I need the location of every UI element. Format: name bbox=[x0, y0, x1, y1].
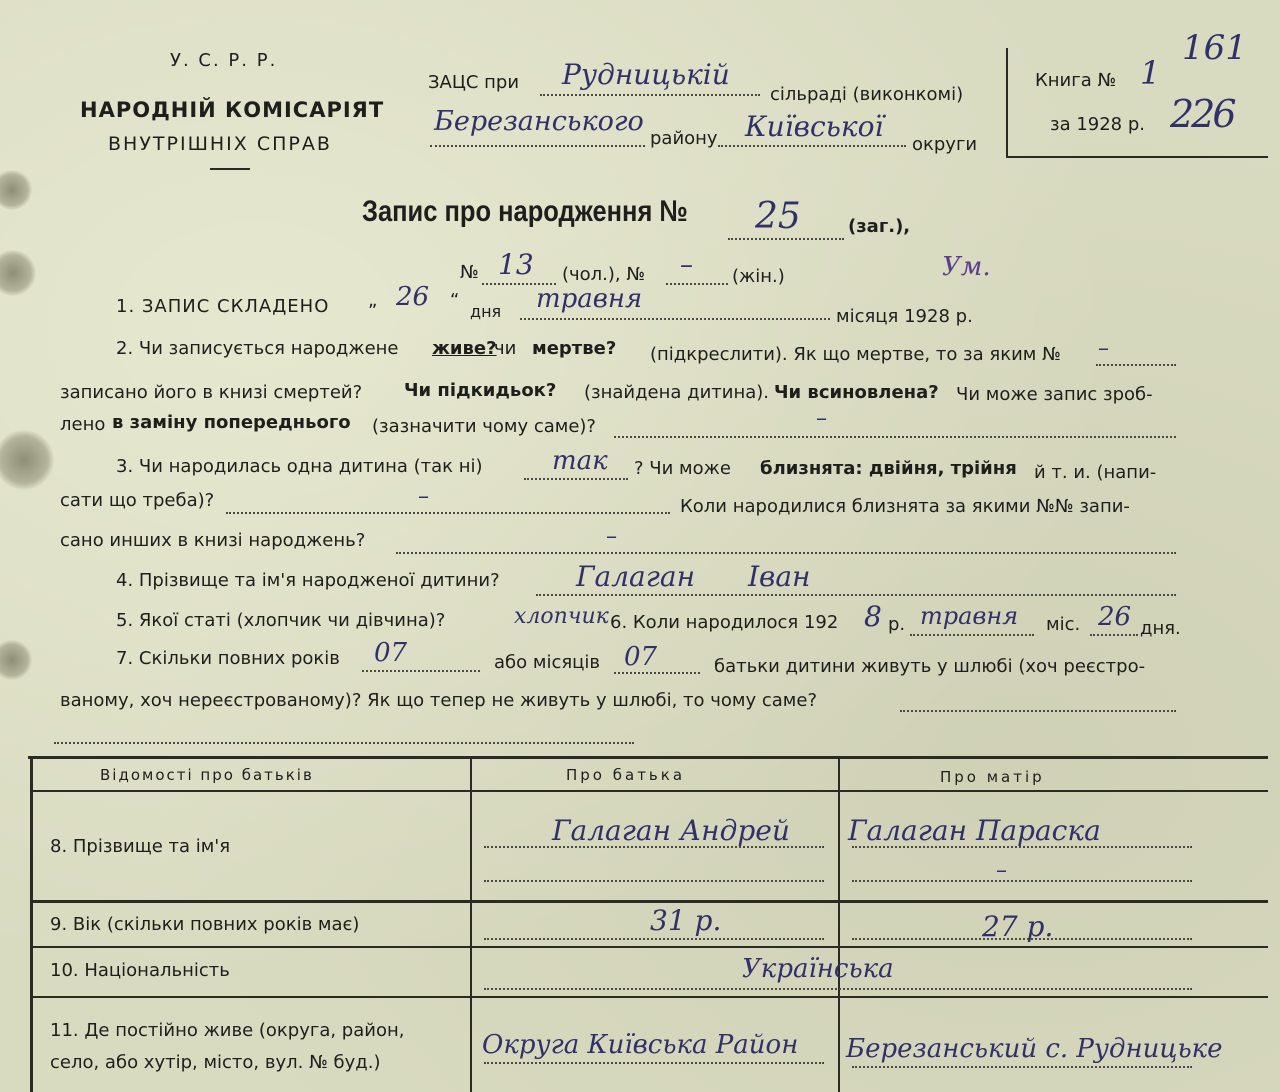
year-label: за 1928 р. bbox=[1050, 114, 1146, 135]
ussr-header: У. С. Р. Р. bbox=[170, 50, 278, 71]
district-label: району bbox=[650, 128, 718, 149]
q5-sex-handwritten: хлопчик bbox=[514, 604, 609, 629]
district-handwritten: Березанського bbox=[434, 106, 644, 137]
corner-number-handwritten: 161 bbox=[1182, 28, 1247, 68]
village-council-label: сільраді (виконкомі) bbox=[770, 84, 964, 105]
q3-line2-b: Коли народилися близнята за якими №№ запи- bbox=[680, 496, 1130, 517]
q6-month-handwritten: травня bbox=[920, 602, 1019, 630]
row10-nationality-handwritten: Українська bbox=[742, 954, 894, 984]
q6-year-handwritten: 8 bbox=[864, 600, 882, 633]
q4-surname-handwritten: Галаган bbox=[576, 560, 696, 593]
q3-single-handwritten: так bbox=[552, 446, 608, 476]
row11-label-line2: село, або хутір, місто, вул. № буд.) bbox=[50, 1052, 381, 1073]
q2-line1-a: 2. Чи записується народжене bbox=[116, 338, 399, 359]
q3-line1-b: ? Чи може bbox=[634, 458, 731, 479]
q4-label: 4. Прізвище та ім'я народженої дитини? bbox=[116, 570, 500, 591]
record-title-suffix: (заг.), bbox=[848, 216, 911, 237]
q7-line1-a: 7. Скільки повних років bbox=[116, 648, 340, 669]
row9-father-handwritten: 31 р. bbox=[650, 904, 722, 937]
okrug-handwritten: Київської bbox=[745, 110, 884, 143]
q2-foundling: Чи підкидьок? bbox=[404, 380, 557, 401]
commissariat-header: НАРОДНІЙ КОМІСАРІЯТ bbox=[80, 98, 385, 122]
q7-years-handwritten: 07 bbox=[374, 638, 408, 668]
female-number-handwritten: – bbox=[680, 250, 693, 280]
punch-hole bbox=[0, 250, 36, 296]
row9-label: 9. Вік (скільки повних років має) bbox=[50, 914, 360, 935]
q7-months-handwritten: 07 bbox=[624, 642, 658, 672]
row8-father-handwritten: Галаган Андрей bbox=[552, 814, 790, 847]
q2-line1-e: (підкреслити). Як що мертве, то за яким № bbox=[650, 344, 1061, 365]
row8-label: 8. Прізвище та ім'я bbox=[50, 836, 231, 857]
book-label: Книга № bbox=[1035, 70, 1117, 91]
female-number-label: (жін.) bbox=[732, 266, 785, 287]
q6-year-suffix: р. bbox=[888, 614, 906, 635]
row11-father-handwritten: Округа Київська Район bbox=[482, 1030, 799, 1060]
q6-label: 6. Коли народилося 192 bbox=[610, 612, 839, 633]
q2-replacement-handwritten: – bbox=[816, 406, 827, 431]
table-header-parents: Відомості про батьків bbox=[100, 766, 314, 784]
table-top-border bbox=[28, 756, 1268, 759]
row11-mother-handwritten: Березанський с. Рудницьке bbox=[846, 1034, 1223, 1064]
row10-label: 10. Національність bbox=[50, 960, 230, 981]
q1-day-handwritten: 26 bbox=[396, 282, 430, 312]
table-row-divider bbox=[30, 996, 1268, 998]
table-header-father: Про батька bbox=[566, 766, 686, 784]
punch-hole bbox=[0, 170, 32, 210]
q2-replacement: в заміну попереднього bbox=[112, 412, 351, 433]
q3-line2-a: сати що треба)? bbox=[60, 490, 215, 511]
internal-affairs-header: ВНУТРІШНІХ СПРАВ bbox=[108, 133, 332, 155]
q4-name-handwritten: Іван bbox=[748, 560, 811, 593]
q2-or: чи bbox=[494, 338, 517, 359]
punch-hole bbox=[0, 430, 54, 490]
q2-line3-c: (зазначити чому саме)? bbox=[372, 416, 596, 437]
village-handwritten: Рудницькій bbox=[562, 58, 730, 91]
q3-twins: близнята: двійня, трійня bbox=[760, 458, 1017, 479]
q1-open-quote: „ bbox=[368, 290, 378, 311]
row8-extra-handwritten: – bbox=[996, 858, 1007, 883]
stamp-handwritten: Ум. bbox=[942, 252, 991, 282]
row11-label-line1: 11. Де постійно живе (округа, район, bbox=[50, 1020, 405, 1041]
q6-month-label: міс. bbox=[1046, 614, 1081, 635]
q2-adopted: Чи всиновлена? bbox=[774, 382, 939, 403]
q2-line3-a: лено bbox=[60, 414, 106, 435]
record-number-handwritten: 25 bbox=[755, 196, 801, 237]
record-title: Запис про народження № bbox=[362, 195, 688, 228]
table-col-divider bbox=[838, 756, 840, 1092]
q3-line3-a: сано инших в книзі народжень? bbox=[60, 530, 366, 551]
q2-line2-e: Чи може запис зроб- bbox=[956, 384, 1153, 405]
divider bbox=[210, 168, 250, 170]
book-number-handwritten: 1 bbox=[1140, 54, 1161, 92]
table-row-divider bbox=[30, 946, 1268, 948]
okrug-label: округи bbox=[912, 134, 978, 155]
q3-line1-d: й т. и. (напи- bbox=[1034, 462, 1157, 483]
book-box-left-border bbox=[1006, 48, 1008, 158]
q3-line1-a: 3. Чи народилась одна дитина (так ні) bbox=[116, 456, 483, 477]
table-col-divider bbox=[470, 756, 472, 1092]
q7-line1-b: або місяців bbox=[494, 652, 601, 673]
row8-mother-handwritten: Галаган Параска bbox=[848, 814, 1101, 847]
q6-day-handwritten: 26 bbox=[1098, 602, 1132, 632]
q2-death-number-handwritten: – bbox=[1098, 336, 1109, 361]
table-header-bottom bbox=[30, 790, 1268, 792]
q1-close-quote: “ bbox=[450, 290, 460, 311]
q5-label: 5. Якої статі (хлопчик чи дівчина)? bbox=[116, 610, 446, 631]
q2-alive: живе? bbox=[432, 338, 497, 359]
year-number-handwritten: 226 bbox=[1170, 92, 1234, 136]
table-left-border bbox=[30, 756, 33, 1092]
book-box-bottom-border bbox=[1006, 156, 1268, 158]
male-number-prefix: № bbox=[460, 262, 479, 283]
row9-mother-handwritten: 27 р. bbox=[982, 910, 1054, 943]
zags-label: ЗАЦС при bbox=[428, 72, 520, 93]
q3-twins-handwritten: – bbox=[418, 484, 429, 509]
male-number-handwritten: 13 bbox=[498, 248, 534, 281]
q1-month-handwritten: травня bbox=[536, 284, 643, 314]
q1-label: 1. ЗАПИС СКЛАДЕНО bbox=[116, 296, 330, 317]
male-number-label: (чол.), № bbox=[562, 264, 646, 285]
q1-month-label: місяця 1928 р. bbox=[836, 306, 973, 327]
table-header-mother: Про матір bbox=[940, 768, 1045, 786]
q2-dead: мертве? bbox=[532, 338, 617, 359]
punch-hole bbox=[0, 640, 32, 680]
table-row-divider bbox=[30, 900, 1268, 903]
q6-day-label: дня. bbox=[1140, 618, 1181, 639]
q2-line2-a: записано його в книзі смертей? bbox=[60, 382, 363, 403]
q7-line2: ваному, хоч нереєстрованому)? Як що тепер не живуть у шлюбі, то чому саме? bbox=[60, 690, 818, 711]
q3-twins-records-handwritten: – bbox=[606, 524, 617, 549]
q7-line1-c: батьки дитини живуть у шлюбі (хоч реєстро- bbox=[714, 656, 1146, 677]
q2-line2-c: (знайдена дитина). bbox=[584, 382, 770, 403]
q1-day-label: дня bbox=[470, 302, 502, 321]
